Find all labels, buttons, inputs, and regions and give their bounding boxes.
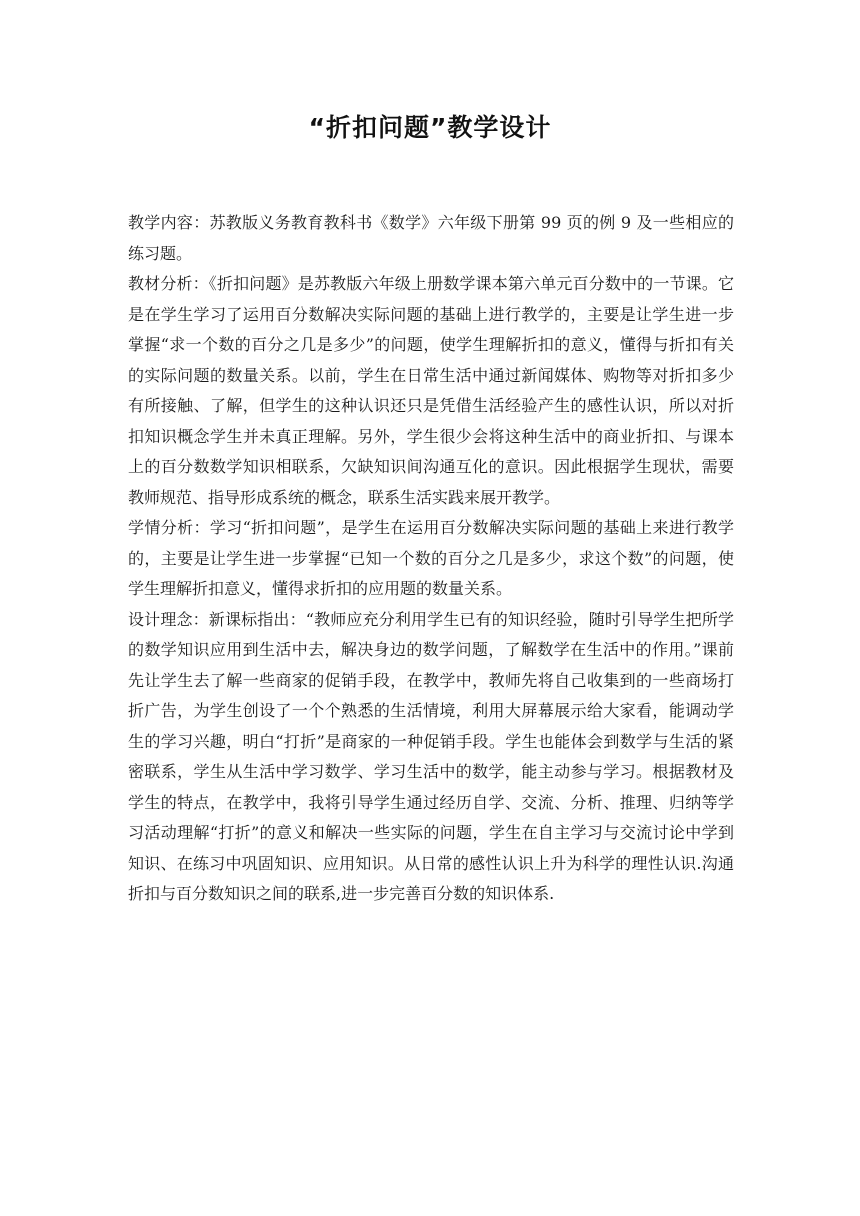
- paragraph-teaching-content: 教学内容：苏教版义务教育教科书《数学》六年级下册第 99 页的例 9 及一些相应的练习题。: [128, 213, 734, 263]
- paragraph-design-philosophy: 设计理念：新课标指出：“教师应充分利用学生已有的知识经验，随时引导学生把所学的数学知识应用到生活中去，解决身边的数学问题，了解数学在生活中的作用。”课前先让学生去了解一些商家的促销手段，在教学中，教师先将自己收集到的一些商场打折广告，为学生创设了一个个熟悉的生活情境，利用大屏幕展示给大家看，能调动学生的学习兴趣，明白“打折”是商家的一种促销手段。学生也能体会到数学与生活的紧密联系，学生从生活中学习数学、学习生活中的数学，能主动参与学习。根据教材及学生的特点，在教学中，我将引导学生通过经历自学、交流、分析、推理、归纳等学习活动理解“打折”的意义和解决一些实际的问题，学生在自主学习与交流讨论中学到知识、在练习中巩固知识、应用知识。从日常的感性认识上升为科学的理性认识.沟通折扣与百分数知识之间的联系,进一步完善百分数的知识体系.: [128, 609, 734, 903]
- document-body: [128, 208, 734, 910]
- paragraph-student-analysis: 学情分析：学习“折扣问题”，是学生在运用百分数解决实际问题的基础上来进行教学的，主要是让学生进一步掌握“已知一个数的百分之几是多少，求这个数”的问题，使学生理解折扣意义，懂得求折扣的应用题的数量关系。: [128, 518, 734, 598]
- paragraph-material-analysis: 教材分析：《折扣问题》是苏教版六年级上册数学课本第六单元百分数中的一节课。它是在学生学习了运用百分数解决实际问题的基础上进行教学的，主要是让学生进一步掌握“求一个数的百分之几是多少”的问题，使学生理解折扣的意义，懂得与折扣有关的实际问题的数量关系。以前，学生在日常生活中通过新闻媒体、购物等对折扣多少有所接触、了解，但学生的这种认识还只是凭借生活经验产生的感性认识，所以对折扣知识概念学生并未真正理解。另外，学生很少会将这种生活中的商业折扣、与课本上的百分数数学知识相联系，欠缺知识间沟通互化的意识。因此根据学生现状，需要教师规范、指导形成系统的概念，联系生活实践来展开教学。: [128, 274, 734, 507]
- document-title: “折扣问题”教学设计: [308, 113, 552, 142]
